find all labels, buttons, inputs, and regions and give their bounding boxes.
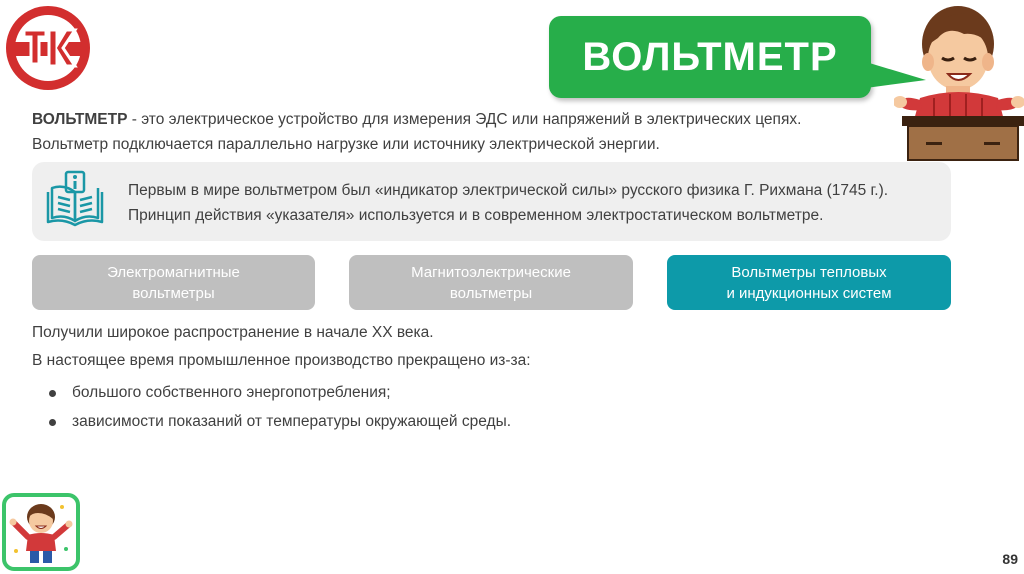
body-text <box>32 320 932 436</box>
type-card-label: Электромагнитные <box>107 263 240 281</box>
list-item-text: зависимости показаний от температуры окружающей среды. <box>72 413 512 430</box>
book-info-icon <box>42 170 108 232</box>
type-card-label: вольтметры <box>132 284 215 302</box>
body-paragraph: Получили широкое распространение в начале XX века. <box>32 324 434 341</box>
bullet-icon <box>49 419 56 426</box>
type-card-magnetoelectric[interactable] <box>349 255 633 310</box>
kid-character-badge[interactable] <box>2 493 80 571</box>
history-info-line: Принцип действия «указателя» используется и в современном электростатическом вольтметре. <box>128 207 824 224</box>
page-number: 89 <box>1002 551 1018 567</box>
definition-text: - это электрическое устройство для измерения ЭДС или напряжений в электрических цепях. <box>127 111 802 128</box>
history-info-box <box>32 162 951 241</box>
title-banner <box>549 16 871 98</box>
list-item <box>32 378 932 407</box>
body-paragraph: В настоящее время промышленное производство прекращено из-за: <box>32 352 531 369</box>
type-card-label: вольтметры <box>449 284 533 302</box>
logo <box>4 4 92 92</box>
definition-term: ВОЛЬТМЕТР <box>32 111 128 128</box>
list-item <box>32 407 932 436</box>
type-card-label: и индукционных систем <box>726 284 892 302</box>
connection-note: Вольтметр подключается параллельно нагрузке или источнику электрической энергии. <box>32 136 660 153</box>
type-card-label: Магнитоэлектрические <box>411 263 571 281</box>
history-info-text <box>128 178 948 228</box>
page-title: ВОЛЬТМЕТР <box>582 34 838 79</box>
type-card-thermal-induction[interactable] <box>667 255 951 310</box>
type-card-label: Вольтметры тепловых <box>731 263 887 281</box>
bullet-icon <box>49 390 56 397</box>
bullet-list <box>32 378 932 436</box>
definition-line <box>32 107 862 132</box>
history-info-line: Первым в мире вольтметром был «индикатор электрической силы» русского физика Г. Рихмана (1745 г.). <box>128 182 889 199</box>
definition-paragraph <box>32 107 862 157</box>
teacher-character-illustration <box>894 2 1024 162</box>
type-card-electromagnetic[interactable] <box>32 255 315 310</box>
list-item-text: большого собственного энергопотребления; <box>72 384 391 401</box>
